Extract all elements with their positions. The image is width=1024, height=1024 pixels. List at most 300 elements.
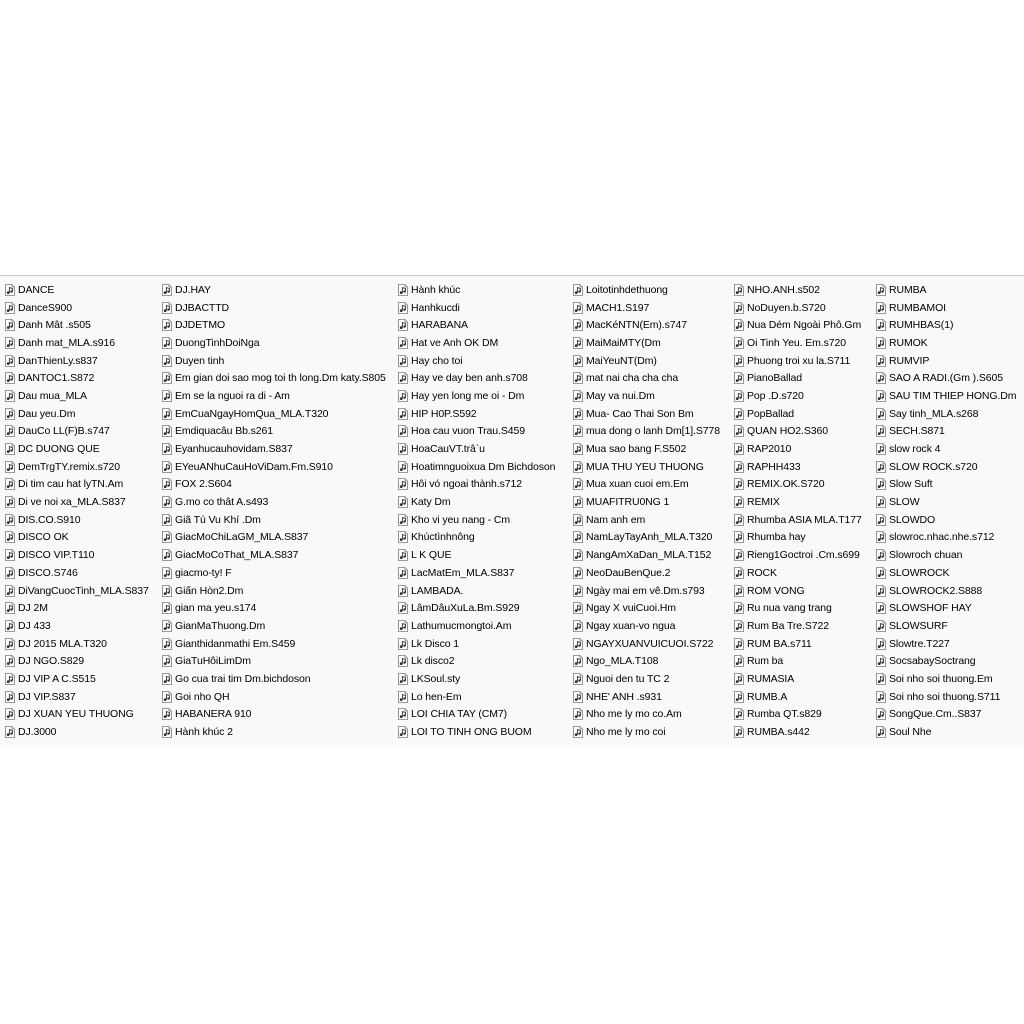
file-item[interactable] xyxy=(0,546,149,564)
file-name: Hoa cau vuon Trau.S459 xyxy=(411,425,525,438)
file-item[interactable] xyxy=(157,564,386,582)
audio-file-icon xyxy=(161,708,173,720)
file-name: NeoDauBenQue.2 xyxy=(586,566,671,579)
file-item[interactable] xyxy=(729,706,862,724)
file-name: SLOWROCK2.S888 xyxy=(889,584,983,597)
file-item[interactable] xyxy=(0,723,149,741)
file-item[interactable] xyxy=(568,582,720,600)
file-name: gian ma yeu.s174 xyxy=(175,602,257,615)
file-name: Loitotinhdethuong xyxy=(586,283,668,296)
file-item[interactable] xyxy=(393,423,555,441)
file-name: mua dong o lanh Dm[1].S778 xyxy=(586,425,720,438)
file-item[interactable] xyxy=(871,493,1016,511)
file-name: DJ 433 xyxy=(18,619,51,632)
audio-file-icon xyxy=(875,443,887,455)
file-item[interactable] xyxy=(157,334,386,352)
file-item[interactable] xyxy=(157,476,386,494)
file-item[interactable] xyxy=(729,635,862,653)
audio-file-icon xyxy=(4,496,16,508)
audio-file-icon xyxy=(161,620,173,632)
audio-file-icon xyxy=(397,337,409,349)
file-item[interactable] xyxy=(393,529,555,547)
file-item[interactable] xyxy=(568,493,720,511)
file-item[interactable] xyxy=(729,511,862,529)
file-item[interactable] xyxy=(729,670,862,688)
audio-file-icon xyxy=(397,726,409,738)
audio-file-icon xyxy=(397,284,409,296)
file-item[interactable] xyxy=(0,670,149,688)
file-name: DJ NGO.S829 xyxy=(18,655,85,668)
file-name: Nam anh em xyxy=(586,513,646,526)
file-item[interactable] xyxy=(568,511,720,529)
file-item[interactable] xyxy=(871,529,1016,547)
audio-file-icon xyxy=(875,478,887,490)
audio-file-icon xyxy=(397,355,409,367)
audio-file-icon xyxy=(875,514,887,526)
audio-file-icon xyxy=(161,425,173,437)
audio-file-icon xyxy=(572,708,584,720)
file-column xyxy=(157,281,386,741)
file-name: LacMatEm_MLA.S837 xyxy=(411,566,515,579)
file-name: Emdiquacâu Bb.s261 xyxy=(175,425,274,438)
file-item[interactable] xyxy=(871,369,1016,387)
audio-file-icon xyxy=(397,461,409,473)
file-item[interactable] xyxy=(729,299,862,317)
file-item[interactable] xyxy=(0,440,149,458)
file-item[interactable] xyxy=(729,493,862,511)
file-item[interactable] xyxy=(393,617,555,635)
audio-file-icon xyxy=(161,673,173,685)
file-item[interactable] xyxy=(393,440,555,458)
audio-file-icon xyxy=(397,478,409,490)
file-item[interactable] xyxy=(871,316,1016,334)
file-name: Mua- Cao Thai Son Bm xyxy=(586,407,694,420)
audio-file-icon xyxy=(397,549,409,561)
file-item[interactable] xyxy=(871,546,1016,564)
audio-file-icon xyxy=(875,655,887,667)
file-item[interactable] xyxy=(393,723,555,741)
file-name: Giã Tù Vu Khí .Dm xyxy=(175,513,261,526)
file-item[interactable] xyxy=(0,369,149,387)
file-name: DJBACTTD xyxy=(175,301,230,314)
audio-file-icon xyxy=(397,514,409,526)
file-item[interactable] xyxy=(729,476,862,494)
file-name: ROM VONG xyxy=(747,584,805,597)
file-name: RUMB.A xyxy=(747,690,788,703)
file-item[interactable] xyxy=(393,369,555,387)
audio-file-icon xyxy=(875,531,887,543)
file-item[interactable] xyxy=(871,688,1016,706)
audio-file-icon xyxy=(733,461,745,473)
file-name: RUMVIP xyxy=(889,354,930,367)
file-item[interactable] xyxy=(729,582,862,600)
audio-file-icon xyxy=(4,726,16,738)
audio-file-icon xyxy=(733,425,745,437)
audio-file-icon xyxy=(4,425,16,437)
audio-file-icon xyxy=(397,691,409,703)
audio-file-icon xyxy=(733,355,745,367)
file-name: Rieng1Goctroi .Cm.s699 xyxy=(747,549,860,562)
file-item[interactable] xyxy=(0,352,149,370)
file-item[interactable] xyxy=(393,387,555,405)
audio-file-icon xyxy=(875,390,887,402)
audio-file-icon xyxy=(875,496,887,508)
file-item[interactable] xyxy=(393,405,555,423)
file-item[interactable] xyxy=(729,617,862,635)
audio-file-icon xyxy=(875,408,887,420)
file-item[interactable] xyxy=(729,352,862,370)
file-item[interactable] xyxy=(0,476,149,494)
file-name: Go cua trai tim Dm.bichdoson xyxy=(175,672,311,685)
file-item[interactable] xyxy=(393,670,555,688)
file-item[interactable] xyxy=(871,440,1016,458)
file-name: MUAFITRU0NG 1 xyxy=(586,496,670,509)
audio-file-icon xyxy=(397,302,409,314)
file-item[interactable] xyxy=(729,599,862,617)
file-name: Gianthidanmathi Em.S459 xyxy=(175,637,296,650)
audio-file-icon xyxy=(161,496,173,508)
file-item[interactable] xyxy=(871,599,1016,617)
file-item[interactable] xyxy=(393,476,555,494)
audio-file-icon xyxy=(572,319,584,331)
file-item[interactable] xyxy=(568,352,720,370)
file-item[interactable] xyxy=(568,688,720,706)
file-name: DJ.HAY xyxy=(175,283,211,296)
file-item[interactable] xyxy=(157,493,386,511)
file-item[interactable] xyxy=(729,281,862,299)
file-item[interactable] xyxy=(871,405,1016,423)
file-item[interactable] xyxy=(393,352,555,370)
file-name: DuongTinhDoiNga xyxy=(175,336,260,349)
file-item[interactable] xyxy=(871,723,1016,741)
file-item[interactable] xyxy=(871,458,1016,476)
file-item[interactable] xyxy=(157,387,386,405)
file-item[interactable] xyxy=(157,599,386,617)
file-item[interactable] xyxy=(157,723,386,741)
audio-file-icon xyxy=(161,302,173,314)
file-item[interactable] xyxy=(568,652,720,670)
file-item[interactable] xyxy=(157,369,386,387)
file-item[interactable] xyxy=(568,405,720,423)
file-item[interactable] xyxy=(871,511,1016,529)
file-item[interactable] xyxy=(568,334,720,352)
file-item[interactable] xyxy=(729,334,862,352)
audio-file-icon xyxy=(161,443,173,455)
file-name: NHE' ANH .s931 xyxy=(586,690,662,703)
file-item[interactable] xyxy=(0,688,149,706)
file-item[interactable] xyxy=(568,617,720,635)
file-name: HoaCauVT.trâ`u xyxy=(411,443,485,456)
audio-file-icon xyxy=(4,673,16,685)
audio-file-icon xyxy=(875,708,887,720)
file-item[interactable] xyxy=(0,511,149,529)
file-item[interactable] xyxy=(729,316,862,334)
file-column xyxy=(871,281,1016,741)
audio-file-icon xyxy=(572,638,584,650)
file-item[interactable] xyxy=(568,387,720,405)
file-name: RUMBA xyxy=(889,283,927,296)
audio-file-icon xyxy=(161,319,173,331)
file-item[interactable] xyxy=(729,529,862,547)
file-item[interactable] xyxy=(568,369,720,387)
file-name: Soul Nhe xyxy=(889,726,932,739)
file-item[interactable] xyxy=(393,652,555,670)
audio-file-icon xyxy=(572,302,584,314)
file-item[interactable] xyxy=(157,546,386,564)
file-item[interactable] xyxy=(0,599,149,617)
file-name: MaiMaiMTY(Dm xyxy=(586,336,661,349)
file-item[interactable] xyxy=(157,316,386,334)
file-item[interactable] xyxy=(568,476,720,494)
file-item[interactable] xyxy=(729,546,862,564)
file-name: Nguoi den tu TC 2 xyxy=(586,672,670,685)
audio-file-icon xyxy=(397,390,409,402)
file-name: SAO A RADI.(Gm ).S605 xyxy=(889,372,1004,385)
file-item[interactable] xyxy=(393,706,555,724)
file-name: DJ VIP.S837 xyxy=(18,690,76,703)
file-item[interactable] xyxy=(0,316,149,334)
file-item[interactable] xyxy=(0,582,149,600)
file-item[interactable] xyxy=(0,564,149,582)
file-name: Pop .D.s720 xyxy=(747,389,804,402)
file-item[interactable] xyxy=(0,617,149,635)
file-item[interactable] xyxy=(568,529,720,547)
file-name: SLOWROCK xyxy=(889,566,950,579)
file-name: DemTrgTY.remix.s720 xyxy=(18,460,120,473)
file-item[interactable] xyxy=(871,352,1016,370)
file-item[interactable] xyxy=(393,546,555,564)
file-item[interactable] xyxy=(0,458,149,476)
file-item[interactable] xyxy=(393,599,555,617)
file-name: Hay cho toi xyxy=(411,354,463,367)
file-item[interactable] xyxy=(157,423,386,441)
file-name: FOX 2.S604 xyxy=(175,478,232,491)
file-item[interactable] xyxy=(568,635,720,653)
file-column xyxy=(0,281,149,741)
file-item[interactable] xyxy=(393,635,555,653)
audio-file-icon xyxy=(733,726,745,738)
file-name: DJ 2015 MLA.T320 xyxy=(18,637,107,650)
audio-file-icon xyxy=(733,602,745,614)
file-item[interactable] xyxy=(568,706,720,724)
file-item[interactable] xyxy=(568,440,720,458)
audio-file-icon xyxy=(875,585,887,597)
file-name: Soi nho soi thuong.S711 xyxy=(889,690,1001,703)
file-item[interactable] xyxy=(729,440,862,458)
file-item[interactable] xyxy=(871,670,1016,688)
audio-file-icon xyxy=(572,602,584,614)
file-name: Hành khúc 2 xyxy=(175,726,233,739)
file-item[interactable] xyxy=(157,706,386,724)
file-item[interactable] xyxy=(871,652,1016,670)
audio-file-icon xyxy=(161,691,173,703)
file-item[interactable] xyxy=(157,635,386,653)
audio-file-icon xyxy=(161,514,173,526)
audio-file-icon xyxy=(572,514,584,526)
audio-file-icon xyxy=(4,408,16,420)
file-item[interactable] xyxy=(871,582,1016,600)
file-name: DJ 2M xyxy=(18,602,48,615)
file-item[interactable] xyxy=(0,281,149,299)
file-item[interactable] xyxy=(871,564,1016,582)
file-item[interactable] xyxy=(568,723,720,741)
file-name: Em gian doi sao mog toi th long.Dm katy.S805 xyxy=(175,372,386,385)
audio-file-icon xyxy=(572,443,584,455)
file-item[interactable] xyxy=(157,352,386,370)
audio-file-icon xyxy=(875,602,887,614)
file-item[interactable] xyxy=(157,670,386,688)
file-item[interactable] xyxy=(871,476,1016,494)
audio-file-icon xyxy=(733,372,745,384)
file-item[interactable] xyxy=(568,423,720,441)
audio-file-icon xyxy=(572,673,584,685)
file-item[interactable] xyxy=(0,423,149,441)
file-item[interactable] xyxy=(729,688,862,706)
file-item[interactable] xyxy=(0,706,149,724)
file-item[interactable] xyxy=(568,299,720,317)
file-name: Lathumucmongtoi.Am xyxy=(411,619,512,632)
audio-file-icon xyxy=(4,372,16,384)
audio-file-icon xyxy=(733,638,745,650)
file-item[interactable] xyxy=(729,723,862,741)
file-name: RUMBA.s442 xyxy=(747,726,810,739)
file-name: Goi nho QH xyxy=(175,690,230,703)
file-name: Ru nua vang trang xyxy=(747,602,832,615)
audio-file-icon xyxy=(733,620,745,632)
file-item[interactable] xyxy=(157,440,386,458)
file-item[interactable] xyxy=(871,299,1016,317)
file-name: RAP2010 xyxy=(747,443,792,456)
file-name: QUAN HO2.S360 xyxy=(747,425,828,438)
file-item[interactable] xyxy=(729,458,862,476)
file-item[interactable] xyxy=(157,511,386,529)
file-name: Dau yeu.Dm xyxy=(18,407,76,420)
file-item[interactable] xyxy=(871,617,1016,635)
file-name: RUMBAMOI xyxy=(889,301,946,314)
file-item[interactable] xyxy=(729,423,862,441)
file-item[interactable] xyxy=(393,582,555,600)
file-item[interactable] xyxy=(393,299,555,317)
file-item[interactable] xyxy=(568,564,720,582)
audio-file-icon xyxy=(733,673,745,685)
audio-file-icon xyxy=(572,284,584,296)
file-name: Rum Ba Tre.S722 xyxy=(747,619,829,632)
file-name: Phuong troi xu la.S711 xyxy=(747,354,851,367)
file-item[interactable] xyxy=(568,458,720,476)
file-item[interactable] xyxy=(157,617,386,635)
file-name: GianMaThuong.Dm xyxy=(175,619,266,632)
file-item[interactable] xyxy=(729,405,862,423)
file-item[interactable] xyxy=(0,334,149,352)
audio-file-icon xyxy=(161,585,173,597)
file-item[interactable] xyxy=(568,599,720,617)
file-name: SLOWSHOF HAY xyxy=(889,602,972,615)
file-item[interactable] xyxy=(393,334,555,352)
file-item[interactable] xyxy=(729,387,862,405)
file-item[interactable] xyxy=(157,688,386,706)
file-item[interactable] xyxy=(729,564,862,582)
file-item[interactable] xyxy=(0,299,149,317)
file-item[interactable] xyxy=(568,316,720,334)
file-item[interactable] xyxy=(393,688,555,706)
file-item[interactable] xyxy=(0,405,149,423)
file-item[interactable] xyxy=(871,281,1016,299)
file-item[interactable] xyxy=(568,546,720,564)
file-item[interactable] xyxy=(157,458,386,476)
file-item[interactable] xyxy=(0,493,149,511)
audio-file-icon xyxy=(875,673,887,685)
file-item[interactable] xyxy=(568,281,720,299)
audio-file-icon xyxy=(4,461,16,473)
file-name: DISCO OK xyxy=(18,531,69,544)
file-name: NangAmXaDan_MLA.T152 xyxy=(586,549,712,562)
audio-file-icon xyxy=(4,655,16,667)
file-list-pane xyxy=(0,275,1024,747)
audio-file-icon xyxy=(733,390,745,402)
audio-file-icon xyxy=(875,425,887,437)
file-item[interactable] xyxy=(871,423,1016,441)
file-item[interactable] xyxy=(0,387,149,405)
file-name: Di tim cau hat lyTN.Am xyxy=(18,478,124,491)
file-name: LOI TO TINH ONG BUOM xyxy=(411,726,532,739)
file-item[interactable] xyxy=(157,405,386,423)
file-name: Slowroch chuan xyxy=(889,549,963,562)
file-item[interactable] xyxy=(393,458,555,476)
file-item[interactable] xyxy=(568,670,720,688)
file-item[interactable] xyxy=(0,529,149,547)
file-item[interactable] xyxy=(393,493,555,511)
file-item[interactable] xyxy=(871,334,1016,352)
file-name: Ngay X vuiCuoi.Hm xyxy=(586,602,676,615)
file-name: HARABANA xyxy=(411,319,468,332)
file-name: Nho me ly mo coi xyxy=(586,726,666,739)
file-name: RAPHH433 xyxy=(747,460,801,473)
audio-file-icon xyxy=(4,585,16,597)
file-item[interactable] xyxy=(157,299,386,317)
file-item[interactable] xyxy=(393,564,555,582)
file-item[interactable] xyxy=(729,369,862,387)
file-name: Eyanhucauhovidam.S837 xyxy=(175,443,293,456)
audio-file-icon xyxy=(4,567,16,579)
file-item[interactable] xyxy=(157,582,386,600)
file-item[interactable] xyxy=(0,635,149,653)
file-name: SAU TIM THIEP HONG.Dm xyxy=(889,389,1017,402)
file-item[interactable] xyxy=(157,529,386,547)
audio-file-icon xyxy=(875,691,887,703)
file-item[interactable] xyxy=(393,316,555,334)
file-name: HIP H0P.S592 xyxy=(411,407,477,420)
file-item[interactable] xyxy=(157,281,386,299)
audio-file-icon xyxy=(397,372,409,384)
file-item[interactable] xyxy=(0,652,149,670)
file-item[interactable] xyxy=(157,652,386,670)
file-name: Slow Suft xyxy=(889,478,933,491)
file-item[interactable] xyxy=(871,387,1016,405)
file-name: Say tinh_MLA.s268 xyxy=(889,407,979,420)
audio-file-icon xyxy=(875,372,887,384)
file-item[interactable] xyxy=(393,281,555,299)
file-name: L K QUE xyxy=(411,549,452,562)
file-name: SocsabaySoctrang xyxy=(889,655,976,668)
file-item[interactable] xyxy=(871,706,1016,724)
audio-file-icon xyxy=(161,655,173,667)
file-item[interactable] xyxy=(393,511,555,529)
audio-file-icon xyxy=(733,319,745,331)
file-name: Oi Tinh Yeu. Em.s720 xyxy=(747,336,846,349)
file-item[interactable] xyxy=(729,652,862,670)
file-name: EmCuaNgayHomQua_MLA.T320 xyxy=(175,407,329,420)
file-item[interactable] xyxy=(871,635,1016,653)
